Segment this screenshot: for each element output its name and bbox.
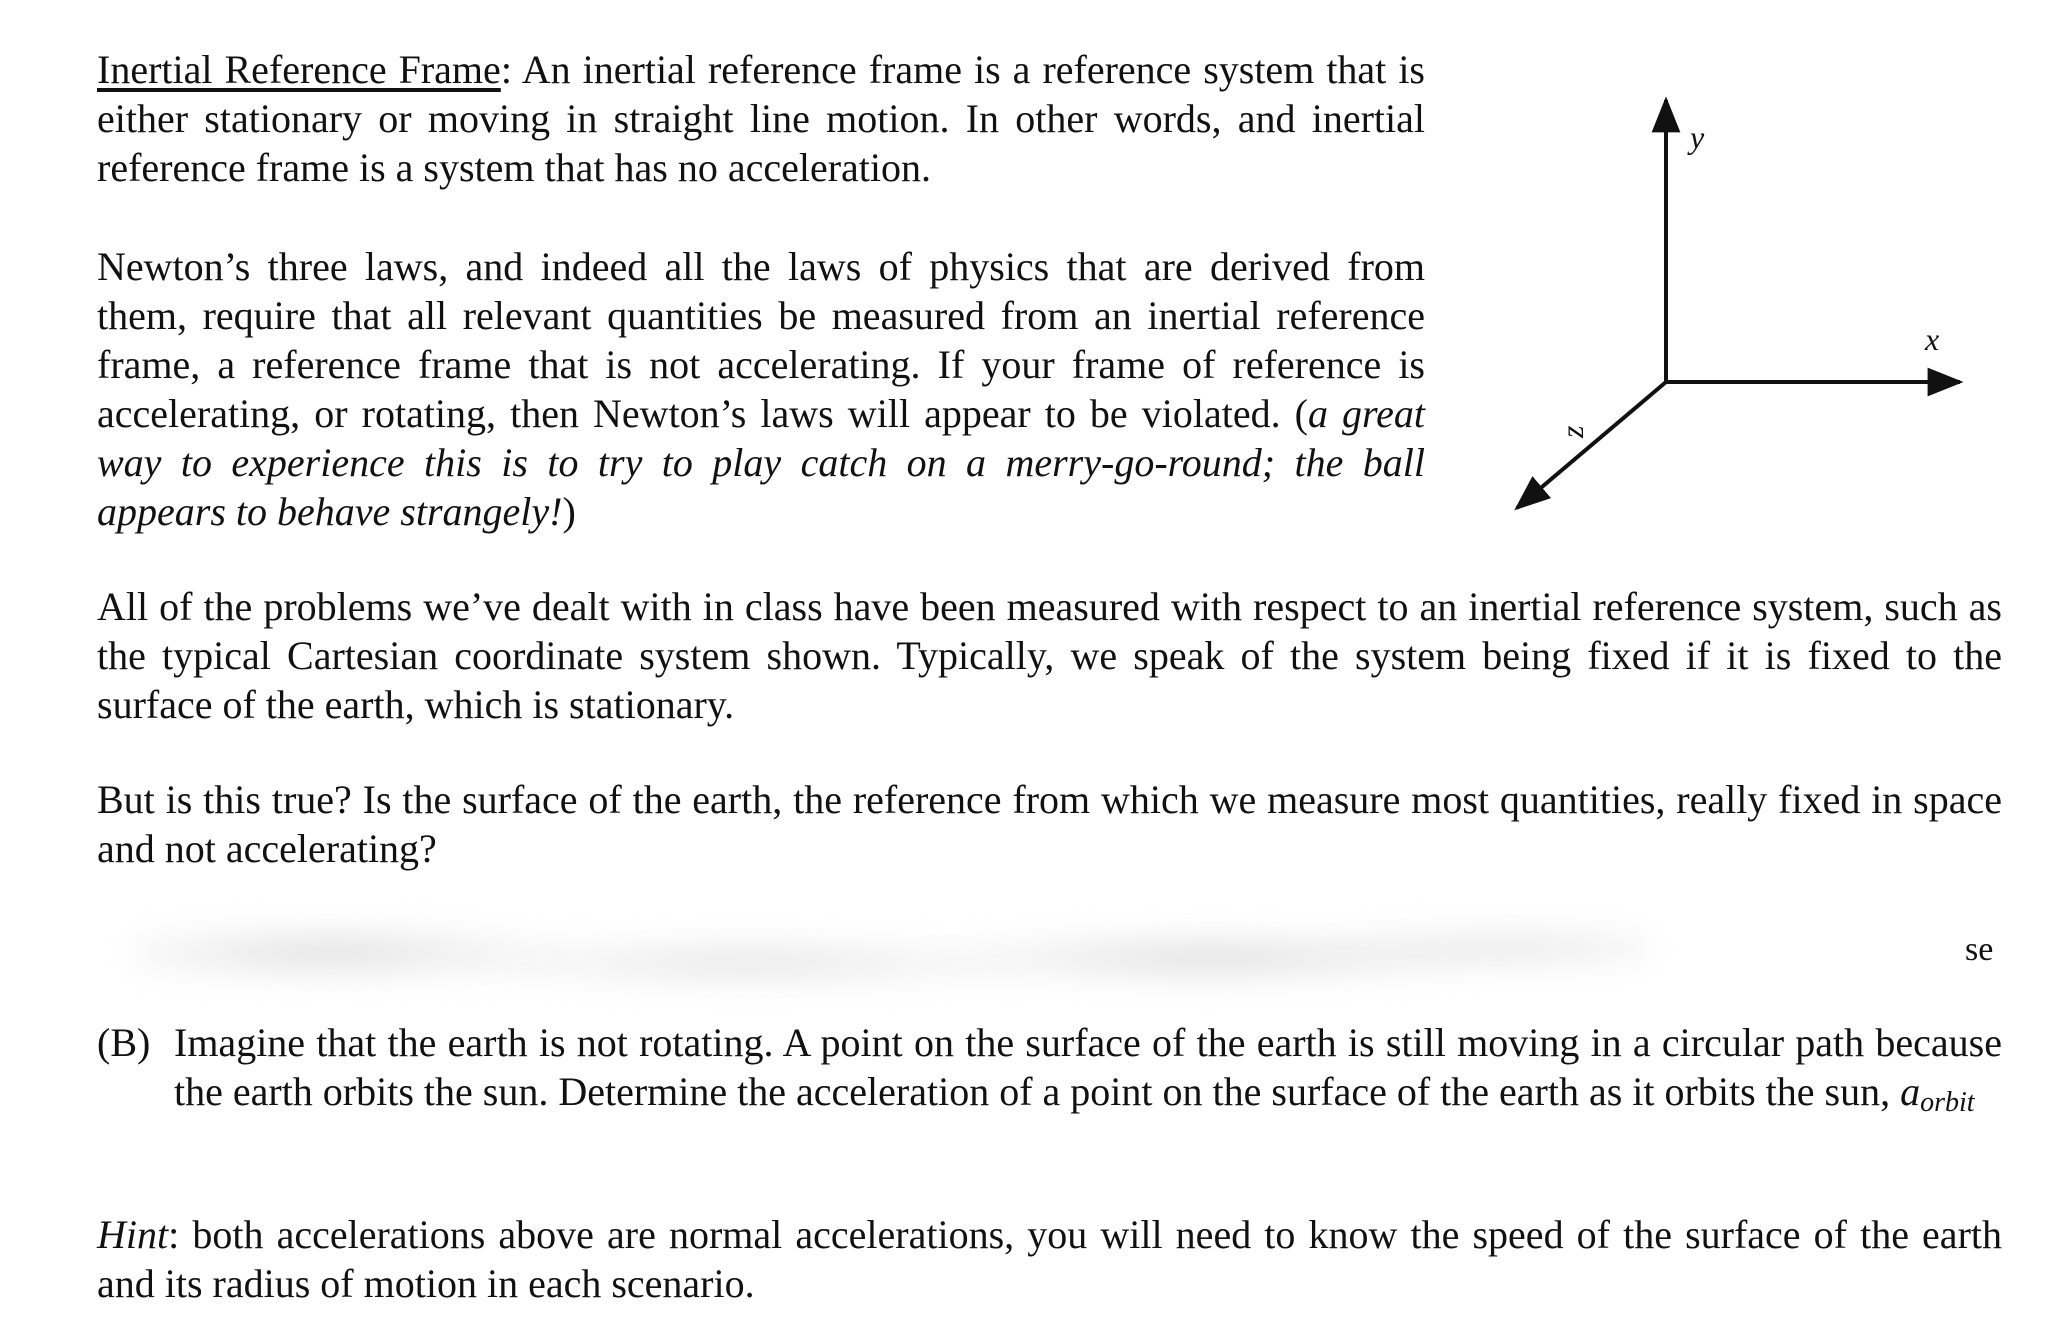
inertial-frame-definition [97,45,1425,192]
orbit-acceleration-symbol: a [1900,1069,1921,1114]
part-b-text: Imagine that the earth is not rotating. A point on the surface of the earth is still moving in a circular path because the earth orbits the sun. Determine the acceleration of a point on the surface of the earth as it orbits the sun, [174,1020,2002,1114]
definition-term: Inertial Reference Frame [97,47,501,92]
partial-text-fragment: se [1965,931,1994,968]
cartesian-axes-diagram [1500,90,1980,540]
definition-text: : An inertial reference frame is a reference system that is either stationary or moving in straight line motion. In other words, and inertial reference frame is a system that has no acceleration. [97,47,1425,190]
part-b-label: (B) [97,1020,151,1065]
y-axis-label: y [1690,119,1705,155]
aside-close: ) [562,489,576,534]
newton-laws-text: Newton’s three laws, and indeed all the laws of physics that are derived from them, require that all relevant quantities be measured from an inertial reference frame, a reference frame that is not accelerating. If your frame of reference is accelerating, or rotating, then Newton’s laws will appear to be violated. ( [97,244,1425,436]
merry-go-round-aside: a great way to experience this is to try to play catch on a merry-go-round; the ball appears to behave strangely! [97,391,1425,534]
z-axis [1517,382,1666,508]
hint-paragraph [97,1210,2002,1308]
orbit-subscript: orbit [1920,1087,1975,1118]
earth-question-paragraph: But is this true? Is the surface of the earth, the reference from which we measure most quantities, really fixed in space and not accelerating? [97,777,2002,871]
newton-laws-paragraph [97,242,1425,536]
z-axis-label: z [1554,425,1590,438]
hint-text: : both accelerations above are normal accelerations, you will need to know the speed of the surface of the earth and its radius of motion in each scenario. [97,1212,2002,1306]
hint-label: Hint [97,1212,169,1257]
part-b-body [174,1018,2002,1127]
part-b-question [97,1018,2002,1127]
x-axis-label: x [1925,321,1940,357]
inertial-system-paragraph: All of the problems we’ve dealt with in class have been measured with respect to an inertial reference system, such as the typical Cartesian coordinate system shown. Typically, we speak of the system being fixed if it is fixed to the surface of the earth, which is stationary. [97,584,2002,727]
blurred-region [130,918,1650,1008]
